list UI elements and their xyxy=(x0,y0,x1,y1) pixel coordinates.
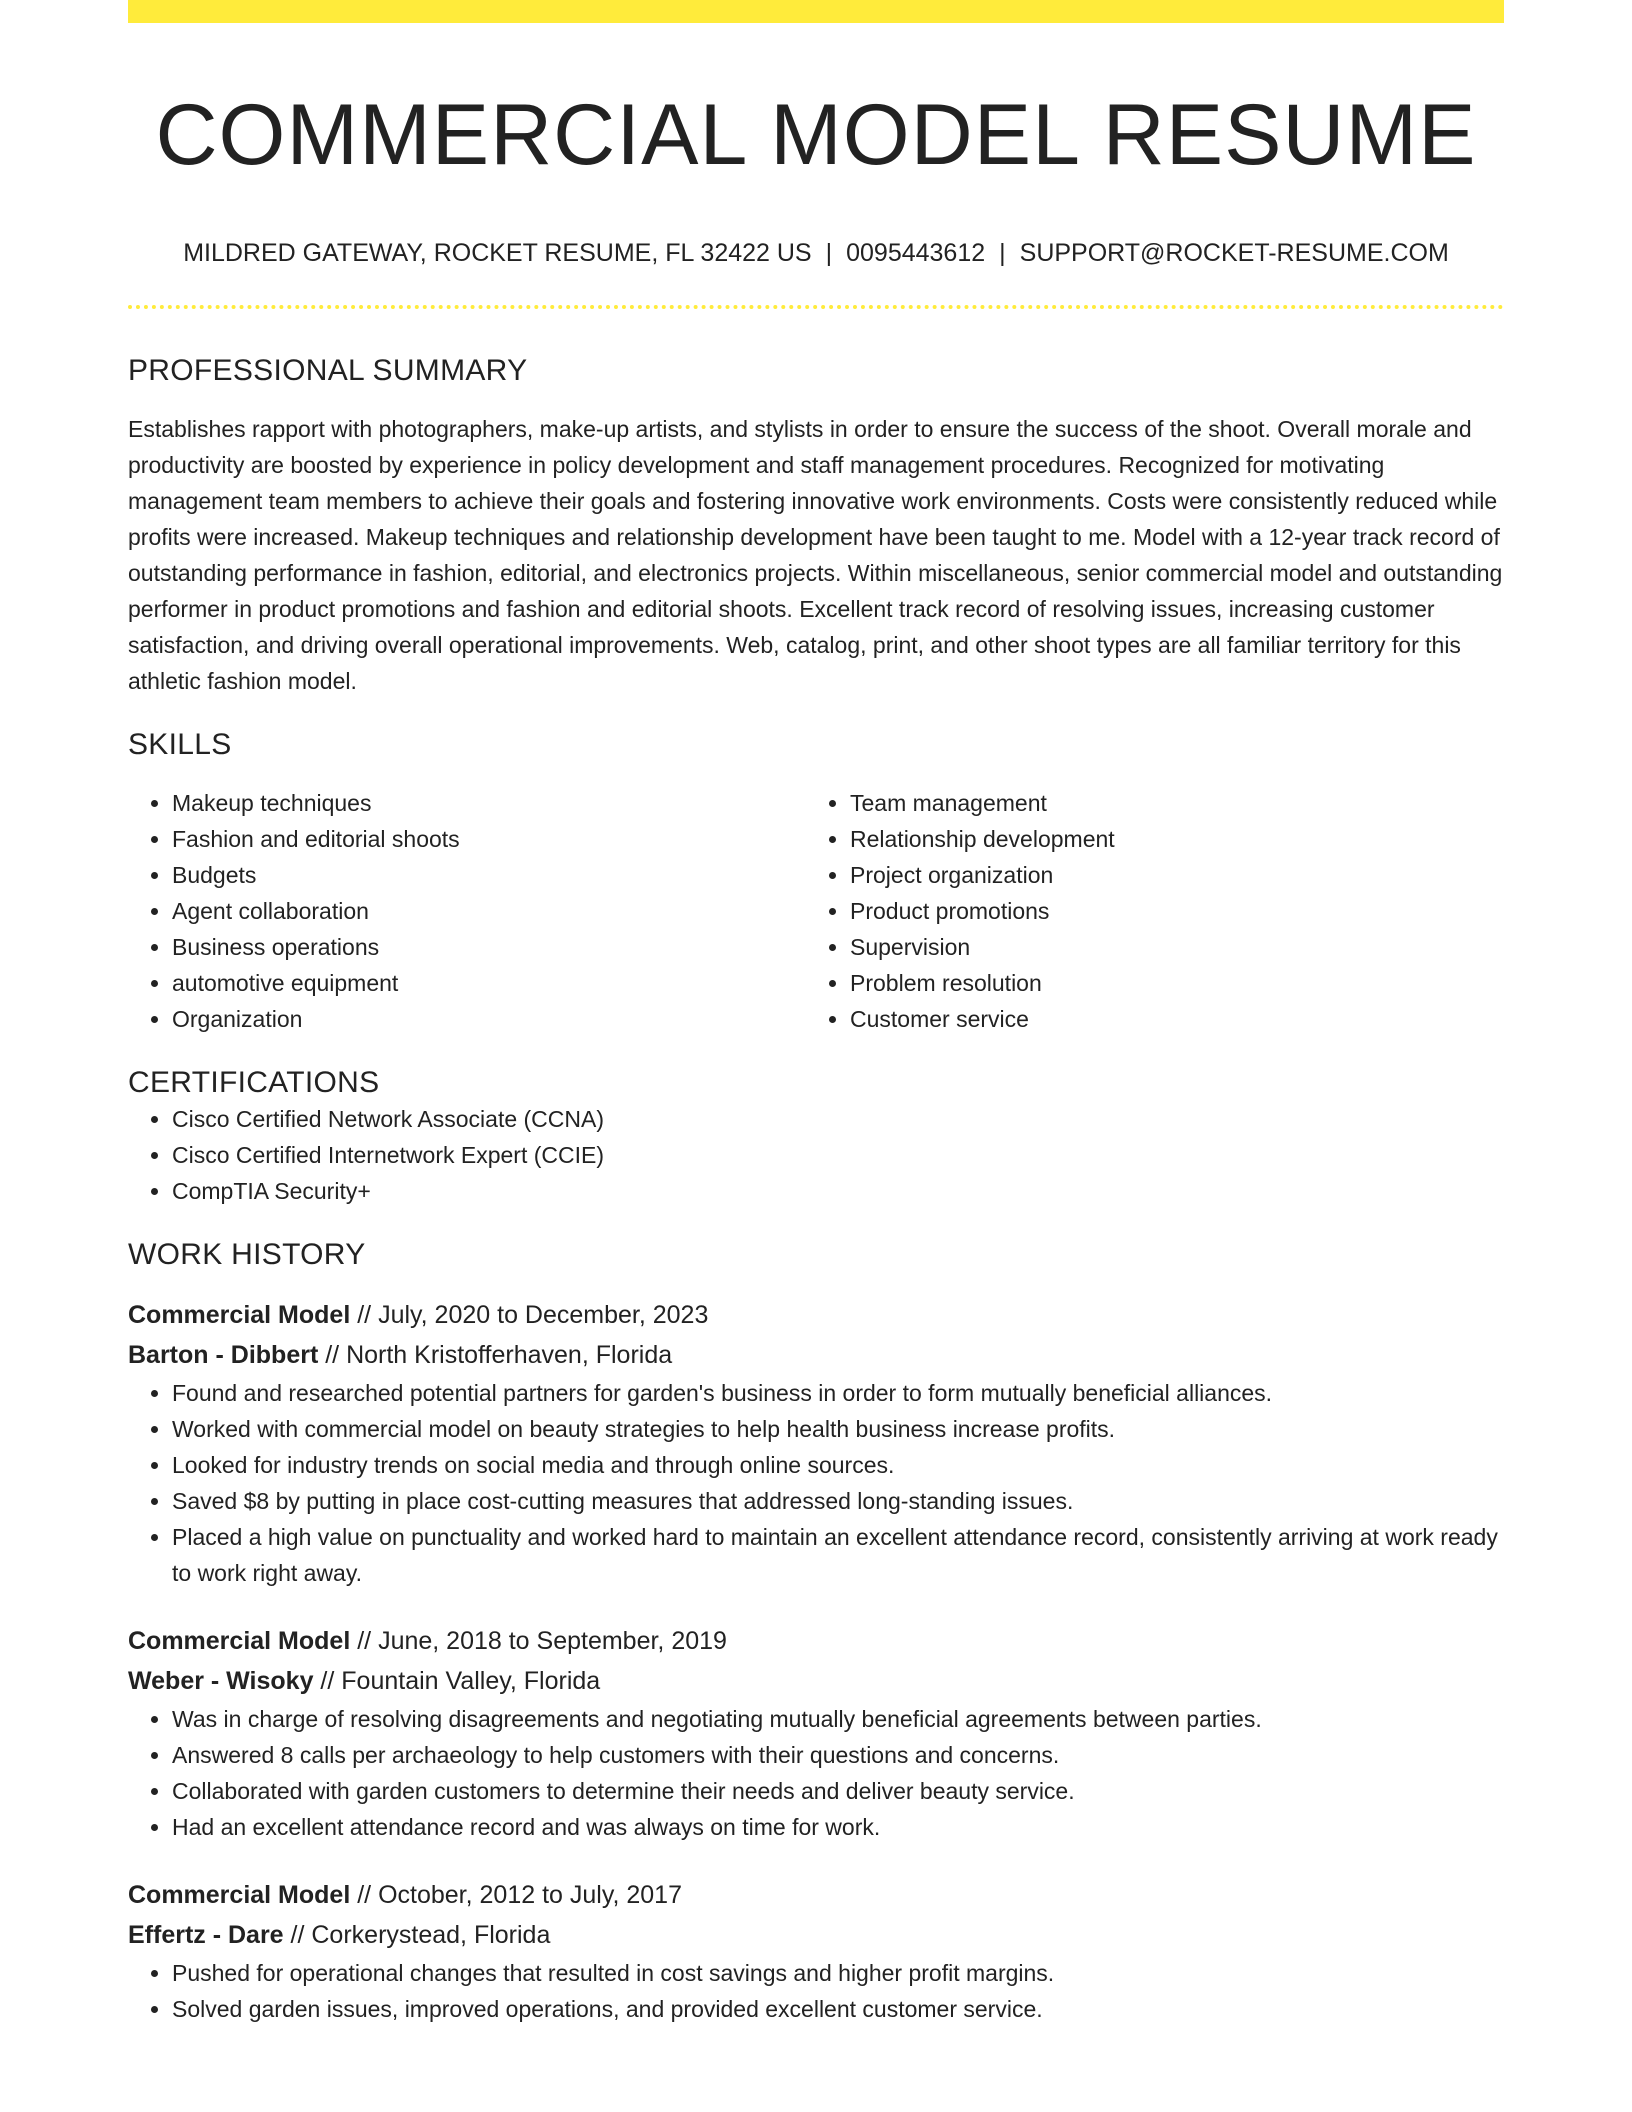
job-bullets xyxy=(128,1375,1504,1591)
certifications-list xyxy=(128,1101,1504,1209)
skill-item: • Problem resolution xyxy=(850,965,1484,1001)
skill-item: • Supervision xyxy=(850,929,1484,965)
job-bullet: • Pushed for operational changes that resulted in cost savings and higher profit margins. xyxy=(172,1955,1504,1991)
job-bullet: • Found and researched potential partners for garden's business in order to form mutually beneficial alliances. xyxy=(172,1375,1504,1411)
summary-heading: PROFESSIONAL SUMMARY xyxy=(128,354,528,387)
job-title-line xyxy=(128,1875,1504,1915)
page-title: COMMERCIAL MODEL RESUME xyxy=(155,87,1477,183)
contact-separator: | xyxy=(825,239,833,267)
job-bullet: • Placed a high value on punctuality and worked hard to maintain an excellent attendance record, consistently arriving at work ready to work right away. xyxy=(172,1519,1504,1591)
work-history-section xyxy=(128,1237,1504,2027)
job-bullet: • Collaborated with garden customers to determine their needs and deliver beauty service. xyxy=(172,1773,1504,1809)
skill-item: • Project organization xyxy=(850,857,1484,893)
job-entry xyxy=(128,1875,1504,2027)
certifications-section xyxy=(128,1065,1504,1209)
skills-heading: SKILLS xyxy=(128,728,232,761)
skill-item: • Fashion and editorial shoots xyxy=(172,821,806,857)
skill-item: • automotive equipment xyxy=(172,965,806,1001)
job-company: Effertz - Dare xyxy=(128,1921,284,1949)
job-dates: // October, 2012 to July, 2017 xyxy=(350,1881,682,1909)
contact-email: SUPPORT@ROCKET-RESUME.COM xyxy=(1019,239,1449,267)
skills-grid xyxy=(128,785,1504,1037)
job-bullet: • Answered 8 calls per archaeology to help customers with their questions and concerns. xyxy=(172,1737,1504,1773)
job-company-line xyxy=(128,1915,1504,1955)
skill-item: • Makeup techniques xyxy=(172,785,806,821)
summary-text: Establishes rapport with photographers, make-up artists, and stylists in order to ensure the success of the shoot. Overall morale and productivity are boosted by experience in policy development and staff management procedures. Recognized for motivating management team members to achieve their goals and fostering innovative work environments. Costs were consistently reduced while profits were increased. Makeup techniques and relationship development have been taught to me. Model with a 12-year track record of outstanding performance in fashion, editorial, and electronics projects. Within miscellaneous, senior commercial model and outstanding performer in product promotions and fashion and editorial shoots. Excellent track record of resolving issues, increasing customer satisfaction, and driving overall operational improvements. Web, catalog, print, and other shoot types are all familiar territory for this athletic fashion model. xyxy=(128,416,1503,694)
job-bullet: • Saved $8 by putting in place cost-cutting measures that addressed long-standing issues. xyxy=(172,1483,1504,1519)
skills-section xyxy=(128,727,1504,1037)
skill-item: • Organization xyxy=(172,1001,806,1037)
skill-item: • Team management xyxy=(850,785,1484,821)
certification-item: • Cisco Certified Network Associate (CCNA) xyxy=(172,1101,1504,1137)
job-entry xyxy=(128,1295,1504,1591)
job-entry xyxy=(128,1621,1504,1845)
skill-item: • Budgets xyxy=(172,857,806,893)
contact-phone: 0095443612 xyxy=(846,239,986,267)
contact-address: MILDRED GATEWAY, ROCKET RESUME, FL 32422 US xyxy=(183,239,812,267)
certification-item: • CompTIA Security+ xyxy=(172,1173,1504,1209)
work-history-heading: WORK HISTORY xyxy=(128,1238,366,1271)
job-dates: // July, 2020 to December, 2023 xyxy=(350,1301,709,1329)
job-bullet: • Worked with commercial model on beauty strategies to help health business increase profits. xyxy=(172,1411,1504,1447)
job-company: Barton - Dibbert xyxy=(128,1341,319,1369)
job-title: Commercial Model xyxy=(128,1301,351,1329)
summary-section xyxy=(128,353,1504,699)
dotted-divider xyxy=(128,305,1504,309)
job-bullet: • Had an excellent attendance record and was always on time for work. xyxy=(172,1809,1504,1845)
job-location: // Fountain Valley, Florida xyxy=(313,1667,601,1695)
job-bullets xyxy=(128,1955,1504,2027)
skill-item: • Business operations xyxy=(172,929,806,965)
contact-separator: | xyxy=(999,239,1006,267)
job-company: Weber - Wisoky xyxy=(128,1667,314,1695)
job-title: Commercial Model xyxy=(128,1881,351,1909)
job-dates: // June, 2018 to September, 2019 xyxy=(350,1627,727,1655)
job-company-line xyxy=(128,1335,1504,1375)
job-bullets xyxy=(128,1701,1504,1845)
certification-item: • Cisco Certified Internetwork Expert (CCIE) xyxy=(172,1137,1504,1173)
accent-top-bar xyxy=(128,0,1504,23)
job-company-line xyxy=(128,1661,1504,1701)
skills-left-list xyxy=(128,785,806,1037)
job-bullet: • Solved garden issues, improved operations, and provided excellent customer service. xyxy=(172,1991,1504,2027)
job-location: // North Kristofferhaven, Florida xyxy=(318,1341,673,1369)
skill-item: • Product promotions xyxy=(850,893,1484,929)
skills-right-list xyxy=(806,785,1484,1037)
certifications-heading: CERTIFICATIONS xyxy=(128,1066,380,1099)
skill-item: • Customer service xyxy=(850,1001,1484,1037)
contact-line xyxy=(128,237,1504,269)
job-title-line xyxy=(128,1295,1504,1335)
job-bullet: • Was in charge of resolving disagreements and negotiating mutually beneficial agreements between parties. xyxy=(172,1701,1504,1737)
resume-page xyxy=(128,0,1504,2027)
skill-item: • Agent collaboration xyxy=(172,893,806,929)
job-location: // Corkerystead, Florida xyxy=(283,1921,551,1949)
skill-item: • Relationship development xyxy=(850,821,1484,857)
job-bullet: • Looked for industry trends on social media and through online sources. xyxy=(172,1447,1504,1483)
job-title-line xyxy=(128,1621,1504,1661)
job-title: Commercial Model xyxy=(128,1627,351,1655)
